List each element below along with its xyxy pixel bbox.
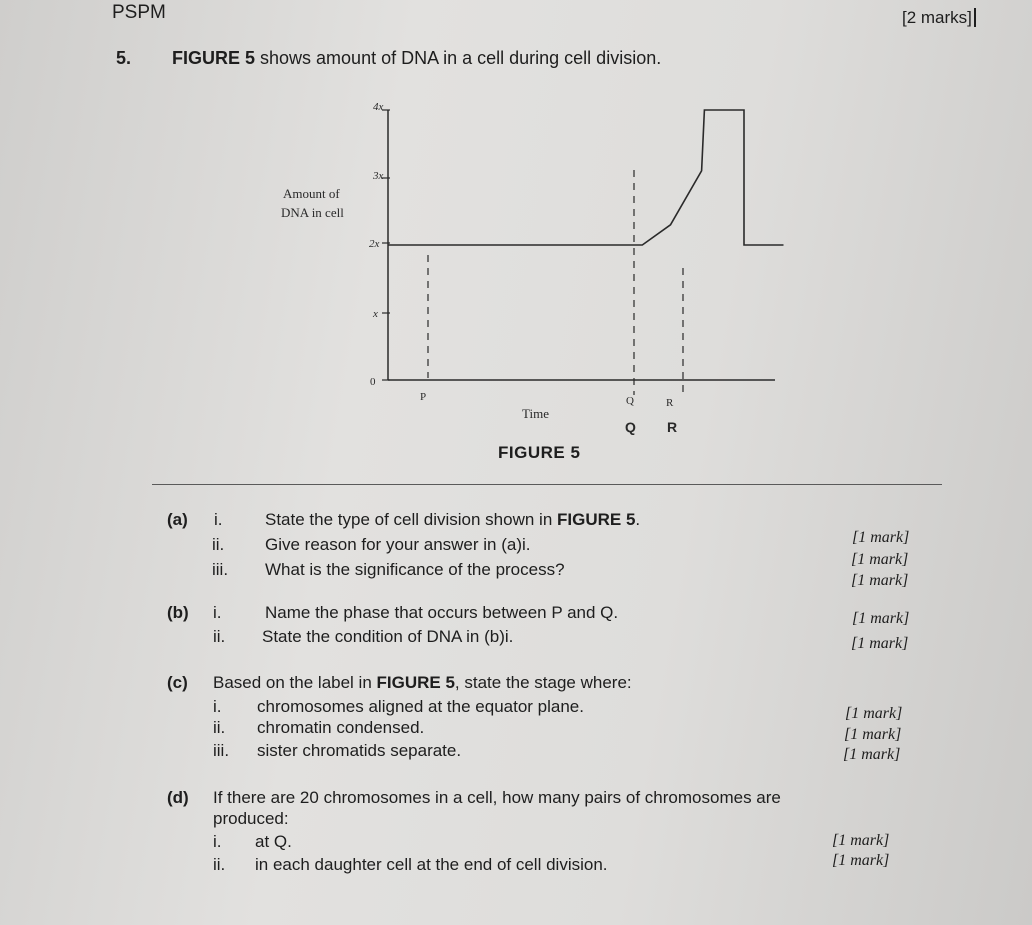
part-c-stem-post: , state the stage where: [454,673,632,692]
part-d-ii-num: ii. [213,855,226,874]
dna-figure [0,0,1032,440]
y-label-line1: Amount of [283,186,340,201]
part-c-i-num: i. [213,697,222,716]
y-tick-label-0: 0 [370,376,376,388]
part-c-iii-mark: [1 mark] [843,746,901,763]
figure-caption: FIGURE 5 [498,443,581,462]
part-c-i-text: chromosomes aligned at the equator plane. [257,697,584,716]
marker-label-p: P [420,391,427,403]
part-c-iii-num: iii. [213,741,230,760]
y-tick-label-3x: 3x [373,170,384,182]
part-d-stem-line1: If there are 20 chromosomes in a cell, how many pairs of chromosomes are [213,788,781,807]
part-b-i-text: Name the phase that occurs between P and Q. [265,603,619,622]
question-number: 5. [116,48,132,68]
part-b-ii-num: ii. [213,627,226,646]
part-d-stem-line2: produced: [213,809,289,828]
below-label-q: Q [625,419,636,435]
part-d-i-mark: [1 mark] [832,832,890,849]
divider [152,484,942,485]
part-d-i-num: i. [213,832,222,851]
part-d-ii-mark: [1 mark] [832,852,890,869]
y-tick-label-4x: 4x [373,101,384,113]
marker-label-r: R [666,397,674,409]
part-c-stem-ref: FIGURE 5 [376,673,455,692]
part-c-label: (c) [167,673,188,692]
header-marks-text: [2 marks] [902,8,976,27]
part-a-ii-text: Give reason for your answer in (a)i. [265,535,531,554]
header-course-code: PSPM [112,2,166,23]
part-b-i-num: i. [213,603,222,622]
part-d-ii-text: in each daughter cell at the end of cell division. [255,855,608,874]
part-a-ii-mark: [1 mark] [851,551,909,568]
part-c-ii-num: ii. [213,718,226,737]
part-c-stem-pre: Based on the label in [213,673,377,692]
part-a-i-ref: FIGURE 5 [557,510,636,529]
part-d-label: (d) [167,788,189,807]
part-a-i-text [265,510,640,530]
part-d-i-text: at Q. [255,832,292,851]
part-c-stem [213,673,632,693]
below-label-r: R [667,419,678,435]
part-a-i-pre: State the type of cell division shown in [265,510,557,529]
part-a-label: (a) [167,510,188,529]
part-a-iii-num: iii. [212,560,229,579]
part-a-iii-mark: [1 mark] [851,572,909,589]
question-body: shows amount of DNA in a cell during cell division. [255,48,662,68]
part-c-iii-text: sister chromatids separate. [257,741,462,760]
part-a-i-mark: [1 mark] [852,529,910,546]
y-tick-label-2x: 2x [369,238,380,250]
x-axis-label: Time [522,406,549,421]
part-c-ii-text: chromatin condensed. [257,718,425,737]
part-b-label: (b) [167,603,189,622]
part-c-i-mark: [1 mark] [845,705,903,722]
y-label-line2: DNA in cell [281,205,344,220]
part-a-iii-text: What is the significance of the process? [265,560,565,579]
y-tick-label-x: x [373,308,378,320]
marker-label-q: Q [626,395,634,407]
part-c-ii-mark: [1 mark] [844,726,902,743]
part-b-ii-text: State the condition of DNA in (b)i. [262,627,514,646]
dna-amount-line [388,110,784,245]
question-figure-ref: FIGURE 5 [172,48,256,68]
part-a-ii-num: ii. [212,535,225,554]
part-b-ii-mark: [1 mark] [851,635,909,652]
part-a-i-num: i. [214,510,223,529]
part-a-i-post: . [635,510,641,529]
part-b-i-mark: [1 mark] [852,610,910,627]
